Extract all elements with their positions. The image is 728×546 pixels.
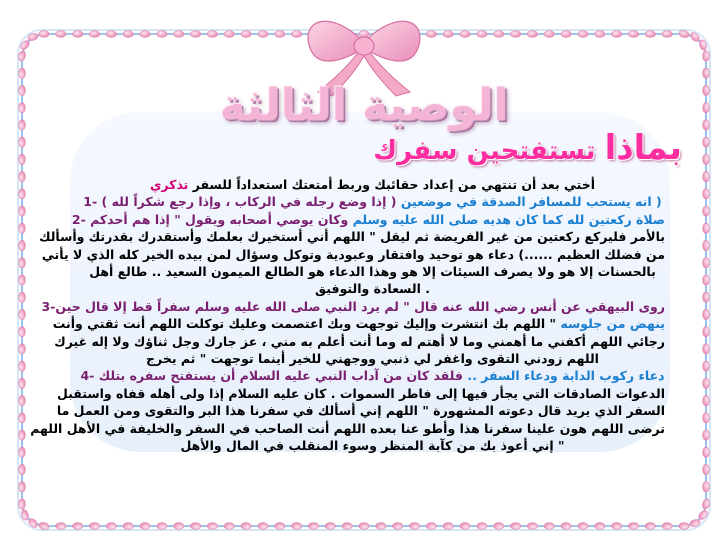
bead-icon (494, 31, 504, 38)
bead-icon (510, 31, 520, 38)
bead-icon (443, 523, 453, 530)
bead-icon (19, 223, 26, 233)
bead-icon (544, 31, 554, 38)
bead-icon (39, 31, 49, 38)
bead-icon (19, 189, 26, 199)
bead-icon (679, 523, 689, 530)
bead-icon (703, 361, 710, 371)
body-line: رجائي اللهم أكفني ما أهمني وما لا أهتم له وما أنت أعلم به مني ، عز جارك وجل ثناؤك ولا إله غيرك (54, 333, 665, 349)
bead-icon (703, 482, 710, 492)
body-line: روى البيهقي عن أنس رضي الله عنه قال " لم يرد النبي صلى الله عليه وسلم سفراً قط إلا قال حين-3 (41, 298, 665, 314)
page-title: الوصية الثالثة (219, 80, 509, 131)
bead-icon (123, 523, 133, 530)
bead-icon (477, 31, 487, 38)
bead-icon (89, 523, 99, 530)
bead-icon (19, 430, 26, 440)
bead-icon (544, 523, 554, 530)
bead-icon (703, 292, 710, 302)
bead-icon (703, 171, 710, 181)
bead-icon (703, 430, 710, 440)
bead-icon (703, 258, 710, 268)
bead-icon (578, 31, 588, 38)
bead-icon (19, 137, 26, 147)
bead-icon (376, 523, 386, 530)
bead-icon (19, 482, 26, 492)
bead-icon (207, 523, 217, 530)
bead-icon (275, 31, 285, 38)
bead-icon (409, 523, 419, 530)
bead-icon (89, 31, 99, 38)
bead-icon (19, 206, 26, 216)
bead-icon (359, 31, 369, 38)
highlight-text: ينهض من جلوسه (560, 316, 665, 332)
bead-icon (703, 447, 710, 457)
bead-icon (19, 154, 26, 164)
bead-icon (703, 275, 710, 285)
bead-icon (443, 31, 453, 38)
bead-icon (460, 523, 470, 530)
highlight-text: انه يستحب للمسافر الصدقة في موضعين (400, 194, 652, 210)
bead-icon (19, 378, 26, 388)
body-text: ( (651, 194, 662, 210)
bead-icon (392, 523, 402, 530)
bead-icon (19, 499, 26, 509)
bead-icon (291, 31, 301, 38)
bead-icon (645, 523, 655, 530)
body-line: ترضى اللهم هون علينا سفرنا هذا وأطو عنا بعده اللهم أنت الصاحب في السفر والخليفة في الأهل اللهم (30, 420, 665, 436)
bead-icon (106, 31, 116, 38)
body-line: بالحسنات إلا هو ولا يصرف السيئات إلا هو وهذا الدعاء هو الطالع الميمون السعيد .. طالع أهل (89, 264, 656, 280)
bead-icon (19, 275, 26, 285)
bead-icon (224, 523, 234, 530)
bead-icon (140, 523, 150, 530)
bead-icon (308, 523, 318, 530)
bead-icon (703, 378, 710, 388)
bead-icon (241, 523, 251, 530)
bead-icon (325, 523, 335, 530)
bead-icon (703, 240, 710, 250)
body-line (80, 193, 665, 210)
bead-icon (527, 523, 537, 530)
bead-icon (703, 464, 710, 474)
bead-icon (106, 523, 116, 530)
body-line: السفر الذي يريد قال دعوته المشهورة " اللهم إني أسألك في سفرنا هذا البر والتقوى ومن العمل ما (56, 403, 665, 419)
bead-icon (662, 31, 672, 38)
bead-icon (662, 523, 672, 530)
bead-icon (157, 523, 167, 530)
bead-icon (595, 31, 605, 38)
bead-icon (611, 523, 621, 530)
bead-icon (703, 344, 710, 354)
bead-icon (241, 31, 251, 38)
bead-icon (426, 523, 436, 530)
bead-icon (703, 309, 710, 319)
subtitle-keyword: بماذا (604, 128, 682, 168)
bead-icon (275, 523, 285, 530)
bead-icon (703, 51, 710, 61)
advice-body (30, 176, 665, 455)
bead-icon (140, 31, 150, 38)
body-line: من فضلك العظيم ......) دعاء هو توحيد وافتقار وعبودية وتوكل وسؤال لمن بيده الخير كله الذي لا يأتي (41, 246, 665, 262)
bead-icon (56, 31, 66, 38)
bead-icon (19, 68, 26, 78)
body-line: . السعادة والتوفيق (315, 281, 430, 297)
body-line: " إني أعوذ بك من كآبة المنظر وسوء المنقلب في المال والأهل (180, 438, 565, 454)
page-subtitle (373, 128, 682, 168)
bead-icon (56, 523, 66, 530)
bead-icon (628, 523, 638, 530)
body-line: الدعوات الصادقات التي يجأر فيها إلى فاطر السموات . كان عليه السلام إذا ولى أهله قفاه واستقبل (56, 385, 665, 401)
bead-icon (510, 523, 520, 530)
bead-icon (561, 31, 571, 38)
bead-icon (703, 326, 710, 336)
body-text: أختي بعد أن تنتهي من إعداد حقائبك وربط أمتعتك استعداداً للسفر (188, 177, 596, 192)
bead-icon (595, 523, 605, 530)
subtitle-rest: تستفتحين سفرك (373, 136, 596, 166)
bead-icon (561, 523, 571, 530)
bead-icon (174, 523, 184, 530)
highlight-text: صلاة ركعتين لله كما كان هديه صلى الله عليه وسلم (352, 211, 665, 227)
bead-icon (157, 31, 167, 38)
bead-icon (19, 171, 26, 181)
bead-icon (494, 523, 504, 530)
bead-icon (426, 31, 436, 38)
bead-icon (19, 326, 26, 336)
bead-icon (19, 240, 26, 250)
bead-icon (258, 523, 268, 530)
bead-icon (527, 31, 537, 38)
body-line (80, 176, 665, 193)
bead-icon (19, 413, 26, 423)
bead-icon (19, 309, 26, 319)
bead-icon (611, 31, 621, 38)
bead-icon (123, 31, 133, 38)
highlight-text: دعاء ركوب الدابة ودعاء السفر .. (467, 368, 665, 384)
bead-icon (19, 464, 26, 474)
bead-icon (19, 258, 26, 268)
bead-icon (190, 31, 200, 38)
bead-icon (342, 523, 352, 530)
body-line: اللهم زودني التقوى واغفر لي ذنبي ووجهني للخير أينما توجهت " ثم يخرج (146, 351, 599, 367)
bead-icon (224, 31, 234, 38)
body-line (71, 211, 665, 228)
bead-icon (19, 361, 26, 371)
bead-icon (703, 413, 710, 423)
body-text: وكان يوصي أصحابه ويقول " إذا هم أحدكم -2 (71, 211, 353, 227)
body-line: بالأمر فليركع ركعتين من غير الفريضة ثم ليقل " اللهم أني أستخيرك بعلمك وأستقدرك بقدرتك وأسألك (39, 229, 665, 245)
bead-icon (703, 154, 710, 164)
bead-icon (703, 223, 710, 233)
bead-icon (174, 31, 184, 38)
bead-icon (703, 68, 710, 78)
bead-icon (460, 31, 470, 38)
bead-icon (477, 523, 487, 530)
bead-icon (291, 523, 301, 530)
body-text: ( إذا وضع رجله في الركاب ، وإذا رجع شكراً لله ) -1 (83, 194, 401, 210)
bead-icon (359, 523, 369, 530)
bead-icon (628, 31, 638, 38)
bead-icon (19, 292, 26, 302)
bead-icon (19, 395, 26, 405)
bead-icon (578, 523, 588, 530)
bead-icon (19, 447, 26, 457)
bead-icon (645, 31, 655, 38)
body-text: " اللهم بك انتشرت وإليك توجهت وبك اعتصمت وعليك توكلت اللهم أنت ثقتي وأنت (52, 316, 561, 332)
body-text: فلقد كان من آداب النبي عليه السلام أن يستفتح سفره بتلك -4 (80, 368, 468, 384)
body-line (52, 315, 665, 332)
bead-icon (207, 31, 217, 38)
bead-icon (703, 206, 710, 216)
bead-icon (703, 137, 710, 147)
bead-icon (19, 344, 26, 354)
highlight-text: تذكري (149, 177, 189, 192)
body-line (80, 367, 665, 384)
bead-icon (703, 189, 710, 199)
bead-icon (258, 31, 268, 38)
bead-icon (190, 523, 200, 530)
bead-icon (703, 395, 710, 405)
bead-icon (72, 523, 82, 530)
bead-icon (72, 31, 82, 38)
